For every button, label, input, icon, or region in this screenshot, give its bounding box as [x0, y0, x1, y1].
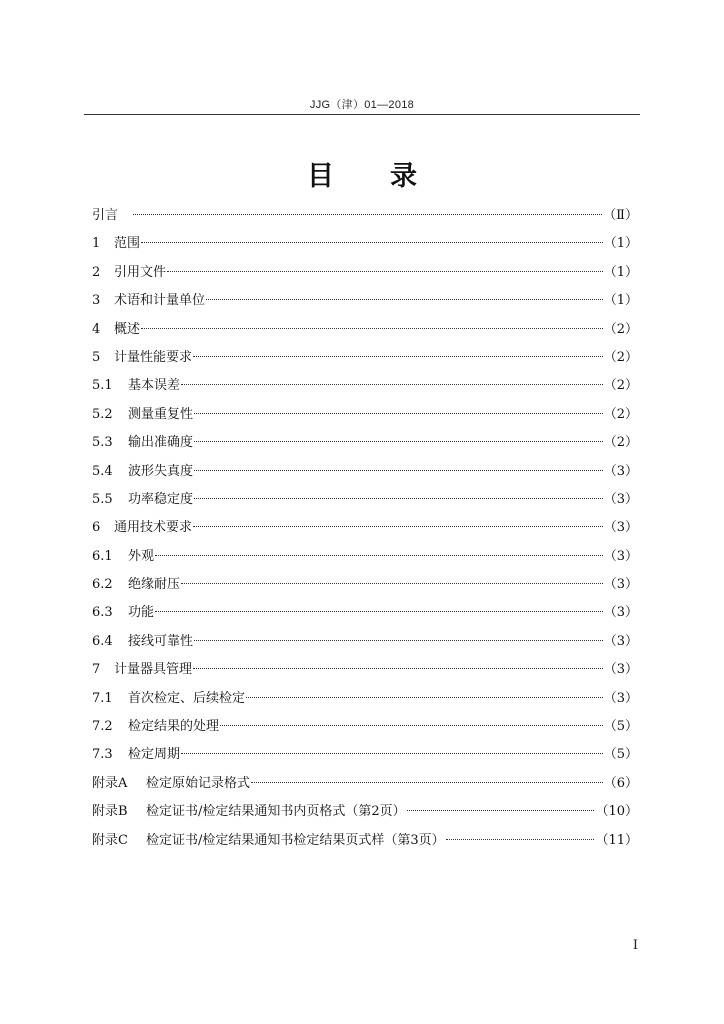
- toc-page-ref: （Ⅱ）: [603, 208, 638, 223]
- toc-row: [92, 486, 638, 514]
- toc-entry-title: 计量性能要求: [114, 349, 193, 365]
- toc-entry-title: 计量器具管理: [114, 662, 193, 678]
- toc-leader-dots: [194, 470, 603, 471]
- toc-entry-title: 测量重复性: [128, 406, 194, 422]
- toc-entry-title: 范围: [114, 236, 141, 252]
- toc-section-number: 5.4: [92, 463, 113, 479]
- toc-leader-dots: [407, 810, 595, 811]
- toc-leader-dots: [141, 242, 603, 243]
- toc-page-ref: （10）: [595, 804, 638, 820]
- toc-entry-title: 首次检定、后续检定: [128, 690, 246, 706]
- toc-section-number: 6.3: [92, 605, 113, 621]
- toc-entry-title: 概述: [114, 321, 141, 337]
- toc-section-number: 4: [92, 321, 101, 337]
- title-char-2: 录: [390, 161, 417, 192]
- toc-leader-dots: [194, 413, 603, 414]
- toc-row: [92, 458, 638, 486]
- toc-page-ref: （6）: [603, 775, 638, 791]
- toc-row: [92, 287, 638, 315]
- table-of-contents: [92, 202, 638, 855]
- toc-leader-dots: [193, 668, 603, 669]
- toc-entry-title: 通用技术要求: [114, 520, 193, 536]
- toc-row: [92, 543, 638, 571]
- toc-entry-title: 引用文件: [114, 264, 167, 280]
- toc-leader-dots: [181, 753, 603, 754]
- toc-entry-title: 输出准确度: [128, 435, 194, 451]
- toc-page-ref: （3）: [603, 548, 638, 564]
- toc-leader-dots: [251, 782, 603, 783]
- toc-row: [92, 429, 638, 457]
- toc-row: [92, 316, 638, 344]
- toc-entry-title: 功率稳定度: [128, 491, 194, 507]
- toc-page-ref: （2）: [603, 321, 638, 337]
- toc-row: [92, 514, 638, 542]
- toc-row: [92, 230, 638, 258]
- toc-section-number: 附录A: [92, 775, 128, 791]
- toc-section-number: 7.3: [92, 747, 113, 763]
- toc-section-number: 附录B: [92, 804, 128, 820]
- toc-section-number: 6.1: [92, 548, 113, 564]
- toc-entry-title: 检定结果的处理: [128, 719, 220, 735]
- toc-page-ref: （3）: [603, 605, 638, 621]
- toc-leader-dots: [446, 839, 595, 840]
- header-rule: [84, 114, 640, 115]
- toc-page-ref: （2）: [603, 435, 638, 451]
- toc-page-ref: （5）: [603, 747, 638, 763]
- toc-section-number: 5.3: [92, 435, 113, 451]
- toc-page-ref: （1）: [603, 264, 638, 280]
- toc-leader-dots: [220, 725, 603, 726]
- toc-leader-dots: [194, 498, 603, 499]
- toc-section-number: 3: [92, 293, 101, 309]
- toc-page-ref: （1）: [603, 236, 638, 252]
- toc-leader-dots: [141, 328, 603, 329]
- toc-page-ref: （5）: [603, 719, 638, 735]
- toc-leader-dots: [193, 356, 603, 357]
- toc-section-number: 7.2: [92, 719, 113, 735]
- toc-row: [92, 770, 638, 798]
- toc-row: [92, 401, 638, 429]
- toc-entry-title: 基本误差: [128, 378, 181, 394]
- toc-row: [92, 741, 638, 769]
- title-char-1: 目: [307, 161, 334, 192]
- toc-leader-dots: [155, 555, 603, 556]
- toc-page-ref: （3）: [603, 633, 638, 649]
- toc-entry-title: 检定证书/检定结果通知书检定结果页式样（第3页）: [146, 832, 445, 848]
- toc-section-number: 7.1: [92, 690, 113, 706]
- toc-row: [92, 798, 638, 826]
- toc-page-ref: （3）: [603, 463, 638, 479]
- toc-page-ref: （11）: [595, 832, 638, 848]
- toc-page-ref: （2）: [603, 378, 638, 394]
- toc-leader-dots: [181, 583, 603, 584]
- toc-section-number: 5.5: [92, 491, 113, 507]
- toc-entry-title: 功能: [128, 605, 155, 621]
- toc-leader-dots: [194, 441, 603, 442]
- toc-leader-dots: [133, 214, 602, 215]
- toc-leader-dots: [181, 384, 603, 385]
- toc-page-ref: （2）: [603, 406, 638, 422]
- toc-row: [92, 656, 638, 684]
- toc-leader-dots: [167, 271, 603, 272]
- toc-page-ref: （1）: [603, 293, 638, 309]
- toc-row: [92, 628, 638, 656]
- toc-entry-title: 外观: [128, 548, 155, 564]
- toc-section-number: 6: [92, 520, 101, 536]
- toc-section-number: 5: [92, 349, 101, 365]
- toc-entry-title: 检定证书/检定结果通知书内页格式（第2页）: [146, 804, 406, 820]
- page-number: I: [632, 938, 638, 953]
- running-header: JJG（津）01—2018: [309, 99, 415, 111]
- toc-section-number: 6.4: [92, 633, 113, 649]
- toc-page-ref: （2）: [603, 349, 638, 365]
- toc-section-number: 2: [92, 264, 101, 280]
- toc-section-number: 5.1: [92, 378, 113, 394]
- toc-section-number: 6.2: [92, 577, 113, 593]
- toc-row: [92, 827, 638, 855]
- toc-entry-title: 绝缘耐压: [128, 577, 181, 593]
- toc-leader-dots: [206, 299, 603, 300]
- toc-row: [92, 202, 638, 230]
- toc-row: [92, 713, 638, 741]
- toc-row: [92, 344, 638, 372]
- toc-row: [92, 372, 638, 400]
- toc-entry-title: 术语和计量单位: [114, 293, 206, 309]
- toc-entry-title: 接线可靠性: [128, 633, 194, 649]
- toc-row: [92, 685, 638, 713]
- toc-page-ref: （3）: [603, 491, 638, 507]
- toc-page-ref: （3）: [603, 662, 638, 678]
- toc-entry-title: 检定周期: [128, 747, 181, 763]
- toc-leader-dots: [246, 697, 603, 698]
- toc-page-ref: （3）: [603, 577, 638, 593]
- toc-section-number: 7: [92, 662, 101, 678]
- toc-page-ref: （3）: [603, 690, 638, 706]
- toc-leader-dots: [155, 611, 603, 612]
- toc-section-number: 1: [92, 236, 101, 252]
- toc-row: [92, 259, 638, 287]
- toc-row: [92, 599, 638, 627]
- toc-leader-dots: [193, 526, 603, 527]
- toc-page-ref: （3）: [603, 520, 638, 536]
- toc-section-number: 附录C: [92, 832, 128, 848]
- toc-entry-title: 波形失真度: [128, 463, 194, 479]
- toc-entry-title: 引言: [92, 208, 119, 223]
- toc-entry-title: 检定原始记录格式: [146, 775, 251, 791]
- toc-section-number: 5.2: [92, 406, 113, 422]
- page-title: [84, 154, 640, 193]
- toc-row: [92, 571, 638, 599]
- toc-leader-dots: [194, 640, 603, 641]
